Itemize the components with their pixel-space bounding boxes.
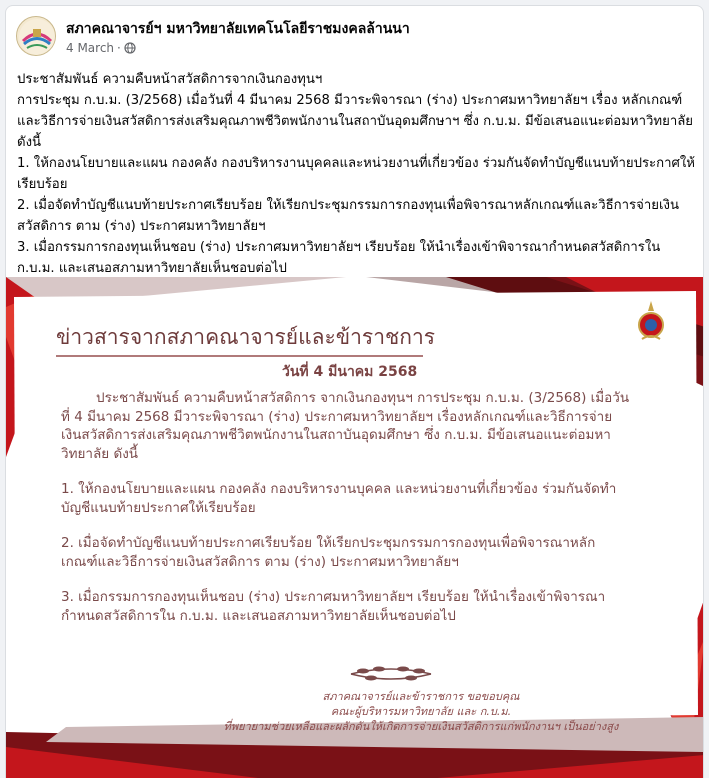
title-underline xyxy=(56,355,423,357)
image-title: ข่าวสารจากสภาคณาจารย์และข้าราชการ xyxy=(56,325,436,349)
image-body xyxy=(61,389,631,642)
post-text-line: 1. ให้กองนโยบายและแผน กองคลัง กองบริหารงานบุคคลและหน่วยงานที่เกี่ยวข้อง ร่วมกันจัดทำบัญชีแนบท้ายประกาศให้เรียบร้อย xyxy=(17,156,696,192)
page-name[interactable]: สภาคณาจารย์ฯ มหาวิทยาลัยเทคโนโลยีราชมงคลล้านนา xyxy=(66,21,410,37)
image-signature xyxy=(196,689,646,734)
page-avatar[interactable] xyxy=(16,16,56,56)
facebook-post-card xyxy=(5,5,704,778)
university-emblem-icon xyxy=(636,299,666,343)
post-text xyxy=(17,69,697,279)
post-meta xyxy=(66,41,136,55)
image-paragraph: 3. เมื่อกรรมการกองทุนเห็นชอบ (ร่าง) ประกาศมหาวิทยาลัยฯ เรียบร้อย ให้นำเรื่องเข้าพิจารณากำหนดสวัสดิการใน ก.บ.ม. และเสนอสภามหาวิทยาลัยเห็นชอบต่อไป xyxy=(61,589,606,624)
globe-icon[interactable] xyxy=(124,42,136,54)
image-date: วันที่ 4 มีนาคม 2568 xyxy=(282,364,418,380)
post-date[interactable]: 4 March xyxy=(66,41,115,55)
post-text-line: การประชุม ก.บ.ม. (3/2568) เมื่อวันที่ 4 มีนาคม 2568 มีวาระพิจารณา (ร่าง) ประกาศมหาวิทยาลัยฯ เรื่อง หลักเกณฑ์และวิธีการจ่ายเงินสวัสดิการส่งเสริมคุณภาพชีวิตพนักงานในสถาบันอุดมศึกษาฯ ซึ่ง ก.บ.ม. มีข้อเสนอแนะต่อมหาวิทยาลัยดังนี้ xyxy=(17,93,694,150)
post-image[interactable] xyxy=(6,277,704,778)
image-paragraph: 2. เมื่อจัดทำบัญชีแนบท้ายประกาศเรียบร้อย ให้เรียกประชุมกรรมการกองทุนเพื่อพิจารณาหลักเกณฑ์และวิธีการจ่ายเงินสวัสดิการ ตาม (ร่าง) ประกาศมหาวิทยาลัยฯ xyxy=(61,535,596,570)
image-paragraph: 1. ให้กองนโยบายและแผน กองคลัง กองบริหารงานบุคคล และหน่วยงานที่เกี่ยวข้อง ร่วมกันจัดทำบัญชีแนบท้ายประกาศให้เรียบร้อย xyxy=(61,481,617,516)
signature-line: สภาคณาจารย์และข้าราชการ ขอขอบคุณ xyxy=(322,690,520,703)
university-logo-icon xyxy=(17,17,56,56)
signature-line: ที่พยายามช่วยเหลือและผลักดันให้เกิดการจ่ายเงินสวัสดิการแก่พนักงานฯ เป็นอย่างสูง xyxy=(223,720,619,733)
meta-separator: · xyxy=(117,41,121,55)
ornament-divider-icon xyxy=(341,662,441,686)
image-paragraph: ประชาสัมพันธ์ ความคืบหน้าสวัสดิการ จากเงินกองทุนฯ การประชุม ก.บ.ม. (3/2568) เมื่อวันที่ 4 มีนาคม 2568 มีวาระพิจารณา (ร่าง) ประกาศมหาวิทยาลัยฯ เรื่องหลักเกณฑ์และวิธีการจ่ายเงินสวัสดิการส่งเสริมคุณภาพชีวิตพนักงานในสถาบันอุดมศึกษา ซึ่ง ก.บ.ม. มีข้อเสนอแนะต่อมหาวิทยาลัย ดังนี้ xyxy=(61,390,630,462)
post-text-line: 3. เมื่อกรรมการกองทุนเห็นชอบ (ร่าง) ประกาศมหาวิทยาลัยฯ เรียบร้อย ให้นำเรื่องเข้าพิจารณากำหนดสวัสดิการใน ก.บ.ม. และเสนอสภามหาวิทยาลัยเห็นชอบต่อไป xyxy=(17,240,661,276)
post-header xyxy=(16,16,676,62)
post-text-line: 2. เมื่อจัดทำบัญชีแนบท้ายประกาศเรียบร้อย ให้เรียกประชุมกรรมการกองทุนเพื่อพิจารณาหลักเกณฑ์และวิธีการจ่ายเงินสวัสดิการ ตาม (ร่าง) ประกาศมหาวิทยาลัยฯ xyxy=(17,198,679,234)
signature-line: คณะผู้บริหารมหาวิทยาลัย และ ก.บ.ม. xyxy=(330,705,512,718)
post-text-line: ประชาสัมพันธ์ ความคืบหน้าสวัสดิการจากเงินกองทุนฯ xyxy=(17,72,323,87)
